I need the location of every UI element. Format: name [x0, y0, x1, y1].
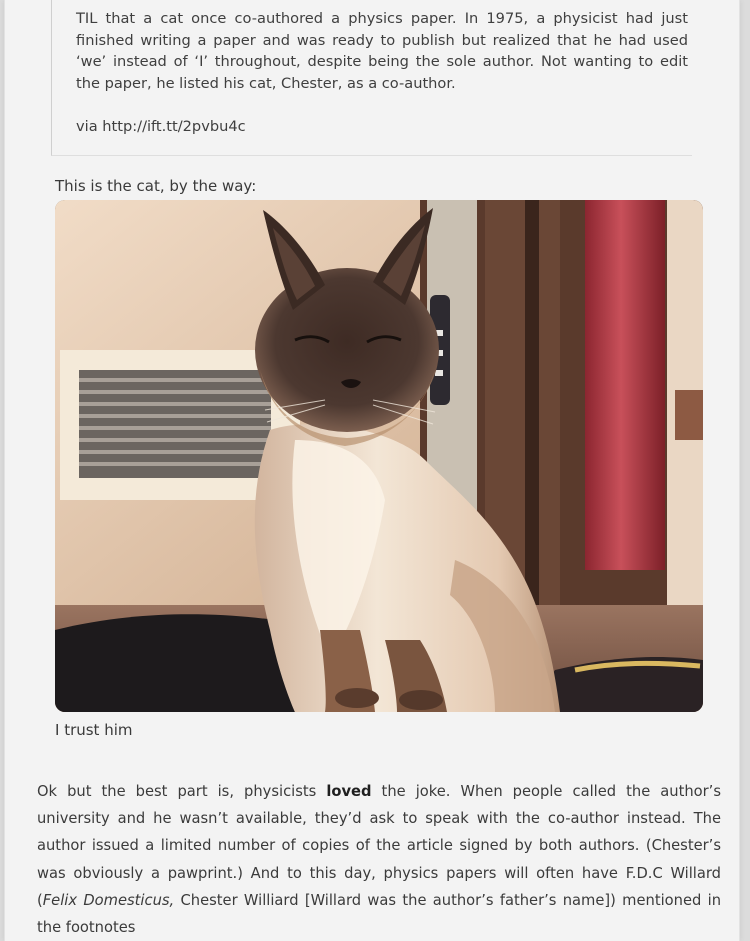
- body-part-1: Ok but the best part is, physicists: [37, 783, 327, 800]
- body-part-2: the joke. When people called the author’s university and he wasn’t available, they’d ask to speak with the co-author instead. The author issued a limited number of copies of the article signed by both authors. (Chester’s was obviously a pawprint.) And to this day, physics papers will often have F.D.C Willard (: [37, 783, 721, 909]
- body-text: [37, 778, 721, 941]
- body-italic: Felix Domesticus,: [42, 891, 175, 909]
- body-emphasis: loved: [326, 783, 372, 800]
- via-line: [76, 116, 246, 138]
- post-page: [4, 0, 740, 941]
- quote-text: TIL that a cat once co-authored a physics paper. In 1975, a physicist had just finished writing a paper and was ready to publish but realized that he had used ‘we’ instead of ‘I’ throughout, despite being the sole author. Not wanting to edit the paper, he listed his cat, Chester, as a co-author.: [76, 10, 688, 92]
- via-prefix: via: [76, 118, 103, 135]
- quote-block: [51, 0, 692, 156]
- body-part-3: Chester Williard [Willard was the author’s father’s name]) mentioned in the footnotes: [37, 891, 722, 937]
- photo-caption: I trust him: [55, 721, 133, 739]
- via-link[interactable]: http://ift.tt/2pvbu4c: [102, 118, 246, 135]
- cat-photo: [55, 200, 703, 712]
- intro-text: This is the cat, by the way:: [55, 177, 257, 195]
